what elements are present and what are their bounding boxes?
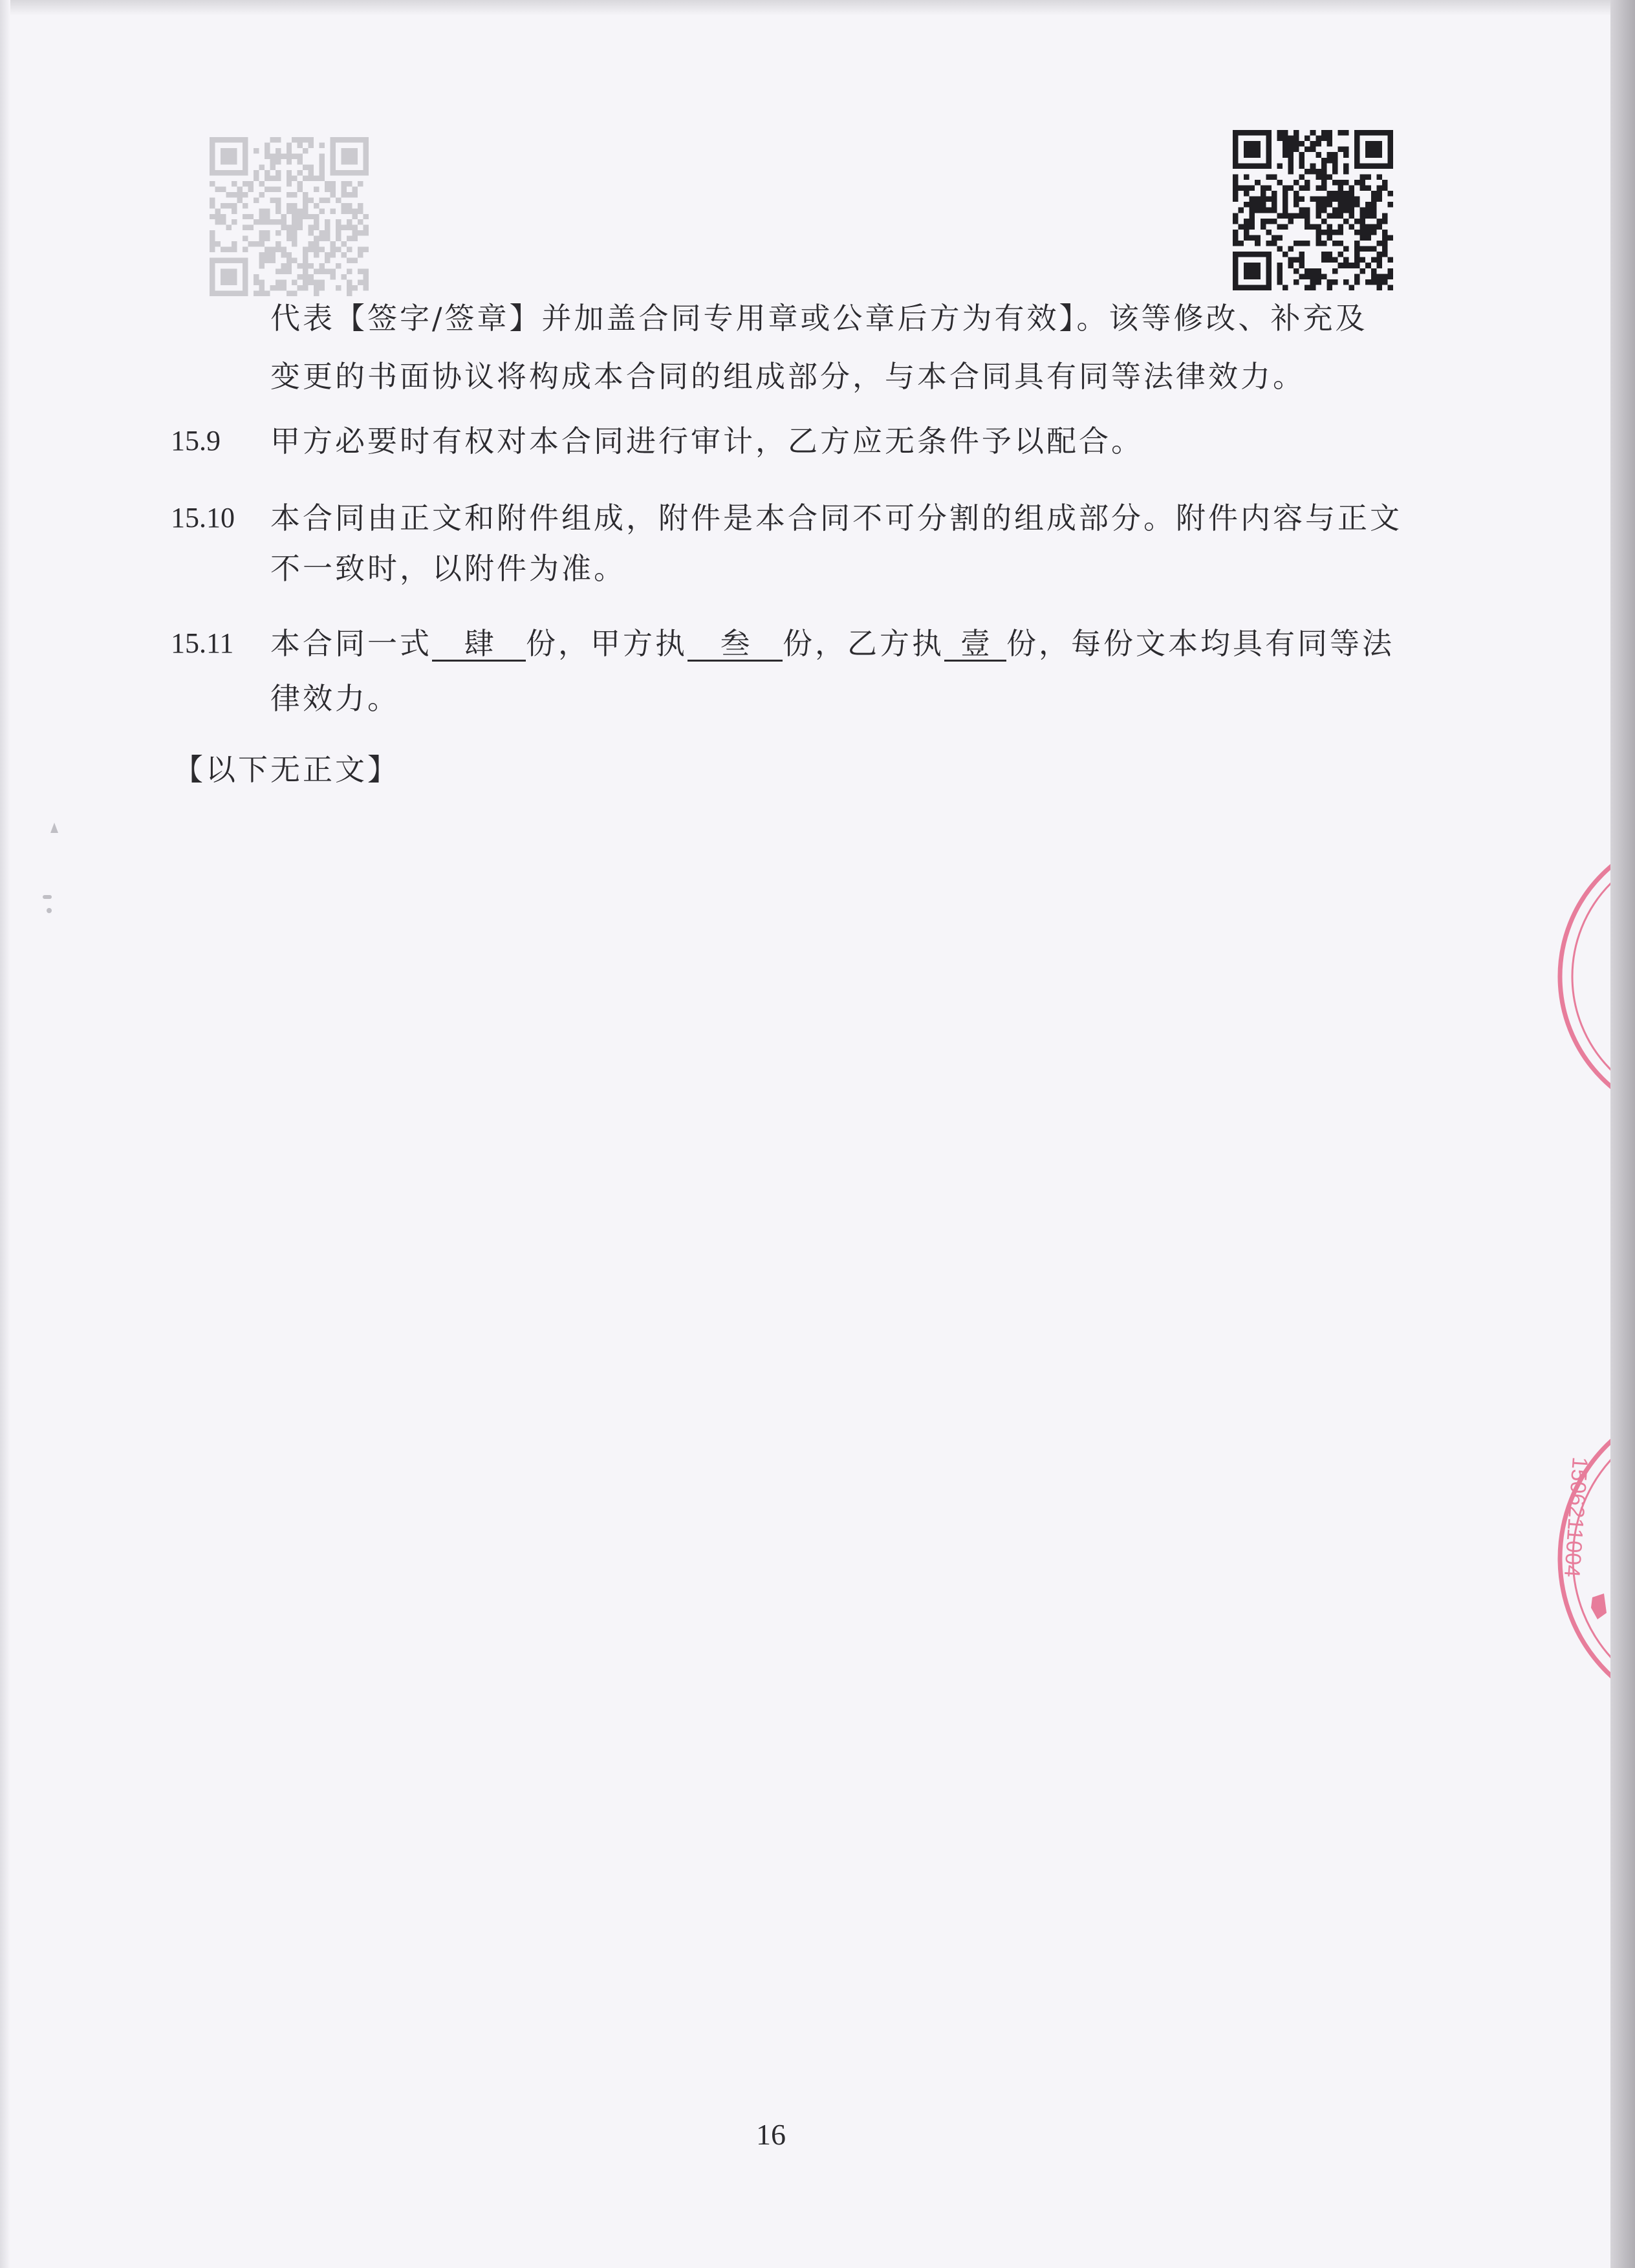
scan-mark	[50, 823, 58, 833]
clause-text: 不一致时，以附件为准。	[270, 551, 626, 586]
end-of-text-note: 【以下无正文】	[173, 752, 400, 787]
scan-edge-right	[1610, 0, 1635, 2268]
qr-pattern	[210, 137, 369, 296]
clause-number: 15.10	[171, 502, 235, 534]
page-number: 16	[756, 2118, 786, 2151]
scan-mark	[43, 895, 52, 899]
seal-number-text: 1506211004	[1559, 1456, 1592, 1579]
clause-text-segment: 本合同一式	[270, 626, 432, 661]
clause-number: 15.11	[171, 627, 234, 659]
continuation-line: 代表【签字/签章】并加盖合同专用章或公章后方为有效】。该等修改、补充及	[270, 301, 1368, 336]
filled-blank-party-a-copies: 叁	[688, 627, 783, 662]
scan-edge-top	[0, 0, 1610, 16]
clause-text-segment: 份，甲方执	[526, 626, 688, 661]
continuation-line: 变更的书面协议将构成本合同的组成部分，与本合同具有同等法律效力。	[270, 359, 1305, 394]
clause-text: 律效力。	[270, 681, 400, 716]
clause-number: 15.9	[171, 425, 221, 457]
clause-text: 本合同由正文和附件组成，附件是本合同不可分割的组成部分。附件内容与正文	[270, 501, 1402, 535]
qr-code-faded	[210, 137, 369, 296]
filled-blank-party-b-copies: 壹	[944, 627, 1006, 662]
clause-text: 甲方必要时有权对本合同进行审计，乙方应无条件予以配合。	[270, 424, 1143, 459]
clause-text	[270, 625, 1394, 662]
scan-mark	[47, 908, 52, 913]
filled-blank-total-copies: 肆	[432, 627, 526, 662]
seal-glyph-fragment	[1591, 1593, 1607, 1619]
qr-code	[1233, 130, 1393, 290]
qr-pattern	[1233, 130, 1393, 290]
clause-text-segment: 份，每份文本均具有同等法	[1006, 626, 1394, 661]
scan-edge-left	[0, 0, 10, 2268]
clause-text-segment: 份，乙方执	[783, 626, 944, 661]
